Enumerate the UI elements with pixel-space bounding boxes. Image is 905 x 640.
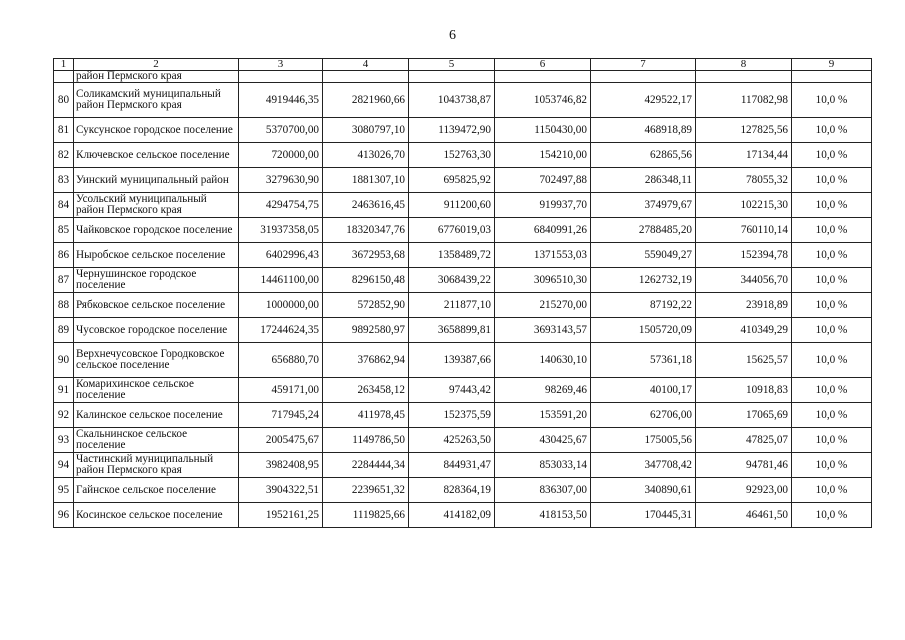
amount-cell-col6: 6840991,26 — [495, 218, 591, 243]
row-number-cell: 89 — [54, 318, 74, 343]
amount-cell-col5: 6776019,03 — [409, 218, 495, 243]
amount-cell-col3: 6402996,43 — [239, 243, 323, 268]
amount-cell-col3: 4919446,35 — [239, 83, 323, 118]
municipality-name-cell: Косинское сельское поселение — [74, 503, 239, 528]
municipality-name-cell: Скальнинское сельское поселение — [74, 428, 239, 453]
amount-cell-col5: 844931,47 — [409, 453, 495, 478]
municipality-name-cell: Чусовское городское поселение — [74, 318, 239, 343]
column-header: 6 — [495, 59, 591, 71]
amount-cell-col7: 62865,56 — [591, 143, 696, 168]
amount-cell-col6: 98269,46 — [495, 378, 591, 403]
amount-cell-col3: 5370700,00 — [239, 118, 323, 143]
row-number-cell: 84 — [54, 193, 74, 218]
continuation-row — [54, 71, 872, 83]
amount-cell-col4: 2463616,45 — [323, 193, 409, 218]
row-number-cell: 96 — [54, 503, 74, 528]
amount-cell-col8: 410349,29 — [696, 318, 792, 343]
amount-cell-col6: 154210,00 — [495, 143, 591, 168]
amount-cell-col4: 3080797,10 — [323, 118, 409, 143]
percent-cell: 10,0 % — [792, 453, 872, 478]
amount-cell-col8: 152394,78 — [696, 243, 792, 268]
amount-cell-col4: 411978,45 — [323, 403, 409, 428]
amount-cell-col8: 10918,83 — [696, 378, 792, 403]
column-header: 8 — [696, 59, 792, 71]
empty-cell — [591, 71, 696, 83]
row-number-cell: 92 — [54, 403, 74, 428]
row-number-cell: 95 — [54, 478, 74, 503]
amount-cell-col4: 18320347,76 — [323, 218, 409, 243]
amount-cell-col7: 286348,11 — [591, 168, 696, 193]
row-number-cell: 91 — [54, 378, 74, 403]
amount-cell-col7: 468918,89 — [591, 118, 696, 143]
amount-cell-col4: 3672953,68 — [323, 243, 409, 268]
amount-cell-col4: 1119825,66 — [323, 503, 409, 528]
amount-cell-col6: 836307,00 — [495, 478, 591, 503]
amount-cell-col8: 78055,32 — [696, 168, 792, 193]
municipality-name-cell: Соликамский муниципальный район Пермского края — [74, 83, 239, 118]
amount-cell-col8: 117082,98 — [696, 83, 792, 118]
amount-cell-col6: 140630,10 — [495, 343, 591, 378]
amount-cell-col3: 3279630,90 — [239, 168, 323, 193]
amount-cell-col4: 1881307,10 — [323, 168, 409, 193]
amount-cell-col8: 46461,50 — [696, 503, 792, 528]
amount-cell-col8: 102215,30 — [696, 193, 792, 218]
empty-cell — [696, 71, 792, 83]
amount-cell-col4: 2821960,66 — [323, 83, 409, 118]
municipality-name-cell: Суксунское городское поселение — [74, 118, 239, 143]
amount-cell-col6: 418153,50 — [495, 503, 591, 528]
amount-cell-col8: 17065,69 — [696, 403, 792, 428]
column-header: 4 — [323, 59, 409, 71]
amount-cell-col7: 87192,22 — [591, 293, 696, 318]
amount-cell-col4: 2239651,32 — [323, 478, 409, 503]
amount-cell-col7: 340890,61 — [591, 478, 696, 503]
row-number-cell: 88 — [54, 293, 74, 318]
amount-cell-col5: 911200,60 — [409, 193, 495, 218]
column-header: 9 — [792, 59, 872, 71]
amount-cell-col4: 376862,94 — [323, 343, 409, 378]
municipality-name-cell: Гайнское сельское поселение — [74, 478, 239, 503]
percent-cell: 10,0 % — [792, 168, 872, 193]
amount-cell-col3: 3904322,51 — [239, 478, 323, 503]
amount-cell-col7: 1262732,19 — [591, 268, 696, 293]
table-row — [54, 118, 872, 143]
amount-cell-col6: 215270,00 — [495, 293, 591, 318]
table-row — [54, 193, 872, 218]
amount-cell-col4: 9892580,97 — [323, 318, 409, 343]
table-row — [54, 478, 872, 503]
table-row — [54, 243, 872, 268]
column-header: 5 — [409, 59, 495, 71]
row-number-cell: 85 — [54, 218, 74, 243]
percent-cell: 10,0 % — [792, 403, 872, 428]
table-row — [54, 453, 872, 478]
amount-cell-col6: 3693143,57 — [495, 318, 591, 343]
amount-cell-col8: 47825,07 — [696, 428, 792, 453]
municipality-name-cell: Усольский муниципальный район Пермского края — [74, 193, 239, 218]
amount-cell-col5: 211877,10 — [409, 293, 495, 318]
municipality-name-cell: Рябковское сельское поселение — [74, 293, 239, 318]
row-number-cell: 90 — [54, 343, 74, 378]
amount-cell-col5: 1043738,87 — [409, 83, 495, 118]
percent-cell: 10,0 % — [792, 83, 872, 118]
percent-cell: 10,0 % — [792, 268, 872, 293]
amount-cell-col3: 4294754,75 — [239, 193, 323, 218]
continuation-text: район Пермского края — [74, 71, 239, 83]
amount-cell-col4: 8296150,48 — [323, 268, 409, 293]
amount-cell-col4: 1149786,50 — [323, 428, 409, 453]
municipality-name-cell: Калинское сельское поселение — [74, 403, 239, 428]
municipality-name-cell: Ключевское сельское поселение — [74, 143, 239, 168]
municipality-name-cell: Частинский муниципальный район Пермского края — [74, 453, 239, 478]
amount-cell-col3: 720000,00 — [239, 143, 323, 168]
amount-cell-col3: 717945,24 — [239, 403, 323, 428]
amount-cell-col8: 760110,14 — [696, 218, 792, 243]
table-row — [54, 293, 872, 318]
amount-cell-col4: 572852,90 — [323, 293, 409, 318]
row-number-cell: 94 — [54, 453, 74, 478]
amount-cell-col6: 3096510,30 — [495, 268, 591, 293]
percent-cell: 10,0 % — [792, 193, 872, 218]
amount-cell-col6: 153591,20 — [495, 403, 591, 428]
amount-cell-col3: 3982408,95 — [239, 453, 323, 478]
amount-cell-col5: 3658899,81 — [409, 318, 495, 343]
amount-cell-col3: 1952161,25 — [239, 503, 323, 528]
table-row — [54, 268, 872, 293]
amount-cell-col5: 139387,66 — [409, 343, 495, 378]
amount-cell-col8: 344056,70 — [696, 268, 792, 293]
amount-cell-col6: 1053746,82 — [495, 83, 591, 118]
municipality-name-cell: Верхнечусовское Городковское сельское поселение — [74, 343, 239, 378]
percent-cell: 10,0 % — [792, 143, 872, 168]
amount-cell-col6: 1150430,00 — [495, 118, 591, 143]
amount-cell-col8: 92923,00 — [696, 478, 792, 503]
empty-cell — [792, 71, 872, 83]
column-header: 2 — [74, 59, 239, 71]
amount-cell-col5: 3068439,22 — [409, 268, 495, 293]
amount-cell-col5: 828364,19 — [409, 478, 495, 503]
column-header: 1 — [54, 59, 74, 71]
percent-cell: 10,0 % — [792, 118, 872, 143]
amount-cell-col4: 263458,12 — [323, 378, 409, 403]
amount-cell-col7: 2788485,20 — [591, 218, 696, 243]
municipality-name-cell: Чайковское городское поселение — [74, 218, 239, 243]
header-row — [54, 59, 872, 71]
amount-cell-col8: 127825,56 — [696, 118, 792, 143]
percent-cell: 10,0 % — [792, 378, 872, 403]
amount-cell-col5: 1358489,72 — [409, 243, 495, 268]
amount-cell-col5: 414182,09 — [409, 503, 495, 528]
table-row — [54, 318, 872, 343]
amount-cell-col5: 1139472,90 — [409, 118, 495, 143]
amount-cell-col6: 702497,88 — [495, 168, 591, 193]
row-number-cell: 82 — [54, 143, 74, 168]
amount-cell-col7: 170445,31 — [591, 503, 696, 528]
amount-cell-col5: 97443,42 — [409, 378, 495, 403]
percent-cell: 10,0 % — [792, 243, 872, 268]
column-header: 3 — [239, 59, 323, 71]
amount-cell-col6: 430425,67 — [495, 428, 591, 453]
data-table — [53, 58, 872, 528]
amount-cell-col8: 94781,46 — [696, 453, 792, 478]
table-row — [54, 83, 872, 118]
percent-cell: 10,0 % — [792, 218, 872, 243]
table-row — [54, 143, 872, 168]
empty-cell — [323, 71, 409, 83]
row-number-cell: 93 — [54, 428, 74, 453]
row-number-cell: 81 — [54, 118, 74, 143]
municipality-name-cell: Чернушинское городское поселение — [74, 268, 239, 293]
amount-cell-col7: 57361,18 — [591, 343, 696, 378]
empty-cell — [495, 71, 591, 83]
amount-cell-col7: 1505720,09 — [591, 318, 696, 343]
amount-cell-col3: 1000000,00 — [239, 293, 323, 318]
amount-cell-col3: 31937358,05 — [239, 218, 323, 243]
municipality-name-cell: Ныробское сельское поселение — [74, 243, 239, 268]
amount-cell-col6: 1371553,03 — [495, 243, 591, 268]
amount-cell-col7: 62706,00 — [591, 403, 696, 428]
amount-cell-col7: 347708,42 — [591, 453, 696, 478]
percent-cell: 10,0 % — [792, 503, 872, 528]
table-row — [54, 428, 872, 453]
municipality-name-cell: Комарихинское сельское поселение — [74, 378, 239, 403]
row-number-cell: 83 — [54, 168, 74, 193]
column-header: 7 — [591, 59, 696, 71]
empty-cell — [239, 71, 323, 83]
amount-cell-col5: 695825,92 — [409, 168, 495, 193]
amount-cell-col7: 559049,27 — [591, 243, 696, 268]
percent-cell: 10,0 % — [792, 343, 872, 378]
amount-cell-col5: 425263,50 — [409, 428, 495, 453]
amount-cell-col3: 17244624,35 — [239, 318, 323, 343]
amount-cell-col8: 17134,44 — [696, 143, 792, 168]
amount-cell-col8: 23918,89 — [696, 293, 792, 318]
amount-cell-col8: 15625,57 — [696, 343, 792, 378]
table-row — [54, 168, 872, 193]
amount-cell-col5: 152763,30 — [409, 143, 495, 168]
page-number: 6 — [449, 28, 456, 43]
amount-cell-col4: 413026,70 — [323, 143, 409, 168]
table-row — [54, 403, 872, 428]
percent-cell: 10,0 % — [792, 428, 872, 453]
amount-cell-col7: 374979,67 — [591, 193, 696, 218]
amount-cell-col7: 175005,56 — [591, 428, 696, 453]
table-row — [54, 378, 872, 403]
empty-cell — [409, 71, 495, 83]
amount-cell-col4: 2284444,34 — [323, 453, 409, 478]
amount-cell-col5: 152375,59 — [409, 403, 495, 428]
row-number-cell — [54, 71, 74, 83]
amount-cell-col6: 919937,70 — [495, 193, 591, 218]
amount-cell-col7: 40100,17 — [591, 378, 696, 403]
amount-cell-col3: 2005475,67 — [239, 428, 323, 453]
amount-cell-col3: 656880,70 — [239, 343, 323, 378]
table-row — [54, 503, 872, 528]
row-number-cell: 80 — [54, 83, 74, 118]
amount-cell-col3: 459171,00 — [239, 378, 323, 403]
table-row — [54, 218, 872, 243]
percent-cell: 10,0 % — [792, 318, 872, 343]
percent-cell: 10,0 % — [792, 293, 872, 318]
municipality-name-cell: Уинский муниципальный район — [74, 168, 239, 193]
table-row — [54, 343, 872, 378]
row-number-cell: 87 — [54, 268, 74, 293]
amount-cell-col7: 429522,17 — [591, 83, 696, 118]
row-number-cell: 86 — [54, 243, 74, 268]
amount-cell-col6: 853033,14 — [495, 453, 591, 478]
percent-cell: 10,0 % — [792, 478, 872, 503]
amount-cell-col3: 14461100,00 — [239, 268, 323, 293]
